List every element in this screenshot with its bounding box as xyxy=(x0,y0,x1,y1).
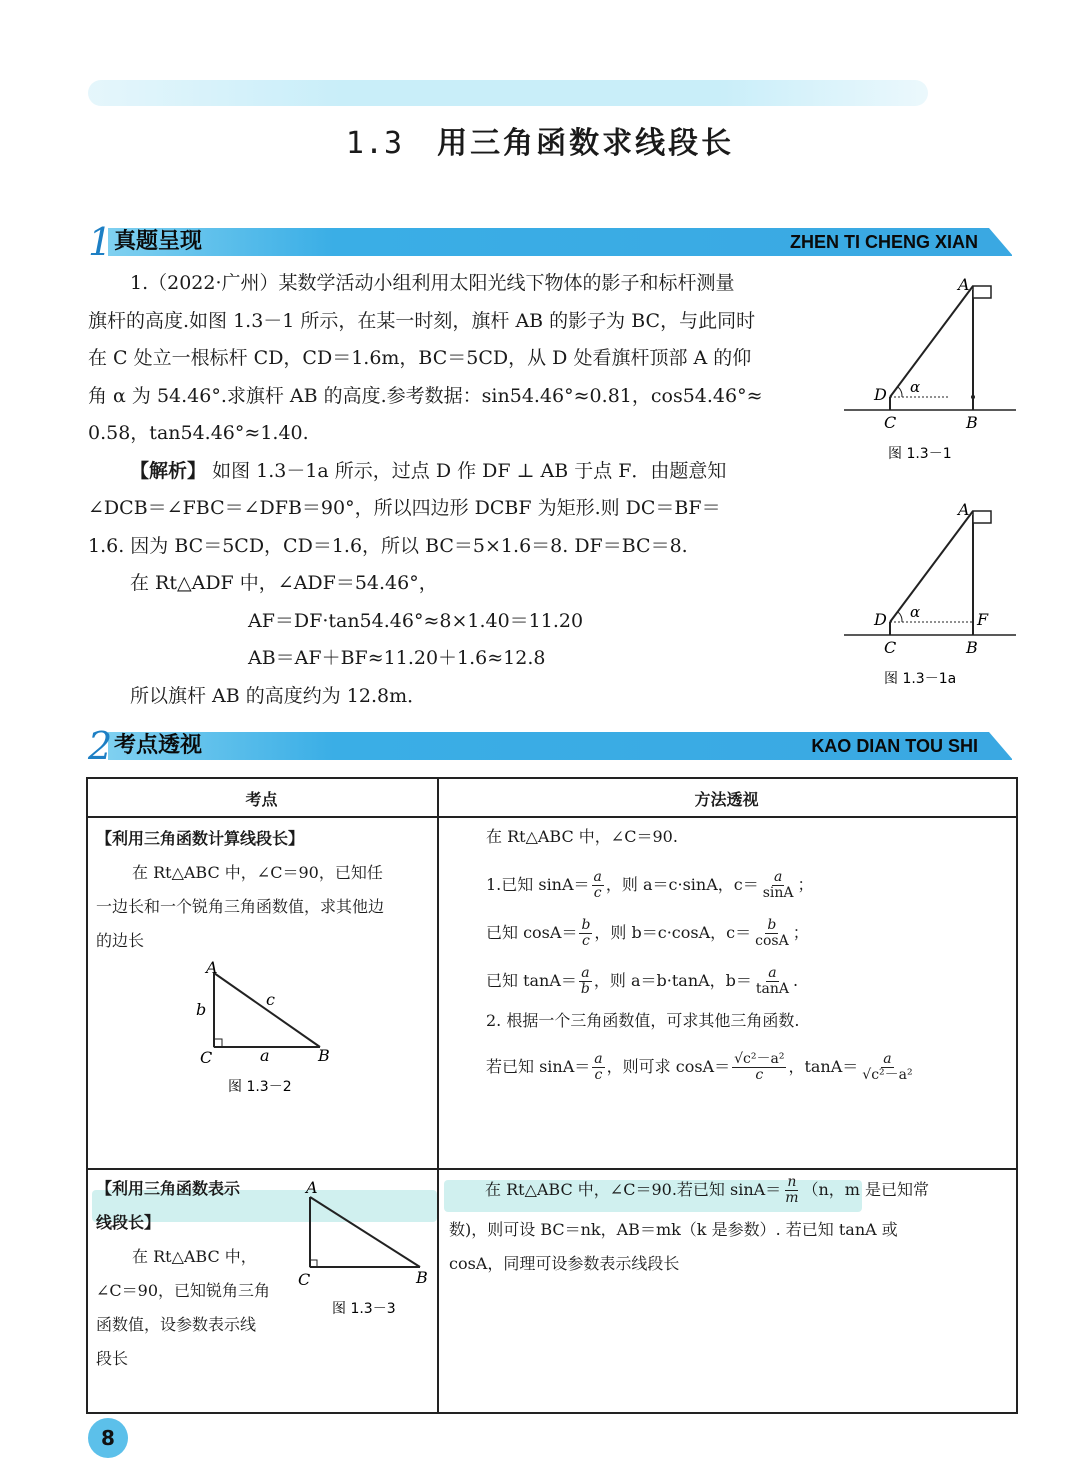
solution-line: ∠DCB＝∠FBC＝∠DFB＝90°，所以四边形 DCBF 为矩形.则 DC＝BF＝ xyxy=(88,497,721,519)
row2-desc-line: 段长 xyxy=(96,1349,129,1368)
fraction: $\frac{a}{\sin A}$ xyxy=(762,869,794,901)
table-divider xyxy=(437,777,439,1412)
solution-line: 在 Rt△ADF 中，∠ADF＝54.46°， xyxy=(130,572,438,594)
row2-method-line: 数)，则可设 BC＝nk，AB＝mk（k 是参数）. 若已知 tanA 或 xyxy=(449,1220,898,1239)
method-line-3: 已知 tanA＝ $\frac{a}{b}$ ，则 a＝b·tanA，b＝ $\frac{a}{\tan A}$ . xyxy=(486,965,799,997)
table-row-line xyxy=(86,1168,1016,1170)
row2-topic xyxy=(96,1172,296,1376)
section2-title-en: KAO DIAN TOU SHI xyxy=(811,736,978,756)
fig1a-label-D: D xyxy=(874,610,887,629)
problem-line: 角 α 为 54.46°.求旗杆 AB 的高度.参考数据：sin54.46°≈0.81，cos54.46°≈ xyxy=(88,384,763,407)
solution-text: 如图 1.3－1a 所示，过点 D 作 DF ⊥ AB 于点 F．由题意知 xyxy=(212,459,727,482)
fig1a-label-C: C xyxy=(884,638,897,657)
section2-heading xyxy=(88,724,1012,768)
figure-1-3-2 xyxy=(190,955,340,1100)
fig3-label-B: B xyxy=(416,1268,428,1287)
figure-1-3-3 xyxy=(296,1175,436,1325)
conclusion-line: 所以旗杆 AB 的高度约为 12.8m． xyxy=(130,684,427,707)
method-line-4: 2. 根据一个三角函数值，可求其他三角函数. xyxy=(486,1011,800,1030)
fig3-label-C: C xyxy=(298,1270,311,1289)
section1-title: 真题呈现 xyxy=(114,229,203,254)
row1-desc-line: 一边长和一个锐角三角函数值，求其他边 xyxy=(96,897,385,916)
table-header-method: 方法透视 xyxy=(694,790,759,809)
equation-line: AF＝DF·tan54.46°≈8×1.40＝11.20 xyxy=(248,609,584,632)
section2-number: 2 xyxy=(88,724,113,768)
section-title: 用三角函数求线段长 xyxy=(437,126,735,161)
fraction: $\frac{\text{√c²－a²}}{c}$ xyxy=(734,1051,785,1083)
fig1a-label-A: A xyxy=(958,500,970,519)
fraction: $\frac{n}{m}$ xyxy=(785,1174,799,1206)
problem-text xyxy=(88,265,838,715)
row2-method-line: cosA，同理可设参数表示线段长 xyxy=(449,1254,680,1273)
fig1-label-C: C xyxy=(884,413,897,432)
figure-1-3-1a xyxy=(840,495,1020,690)
problem-line: 1.（2022·广州）某数学活动小组利用太阳光线下物体的影子和标杆测量 xyxy=(130,272,735,294)
table-header-line xyxy=(86,816,1016,818)
section1-number: 1 xyxy=(88,220,113,264)
row2-title-cont: 线段长】 xyxy=(96,1213,161,1232)
figure-1-3-1 xyxy=(840,270,1020,465)
row2-title: 【利用三角函数表示 xyxy=(96,1179,241,1198)
row2-desc-line: ∠C＝90，已知锐角三角 xyxy=(96,1281,271,1300)
fig1-caption: 图 1.3－1 xyxy=(888,446,952,462)
problem-line: 0.58，tan54.46°≈1.40. xyxy=(88,422,309,444)
row1-title: 【利用三角函数计算线段长】 xyxy=(96,829,305,848)
row2-desc-line: 函数值，设参数表示线 xyxy=(96,1315,257,1334)
row2-method xyxy=(449,1173,1009,1281)
fig1a-label-alpha: α xyxy=(910,603,921,621)
solution-line xyxy=(88,453,838,491)
section1-heading xyxy=(88,220,1012,264)
fig2-label-b: b xyxy=(196,1000,207,1019)
method-intro: 在 Rt△ABC 中，∠C＝90. xyxy=(486,827,678,846)
fig2-label-c: c xyxy=(266,990,275,1009)
row2-method-line: 在 Rt△ABC 中，∠C＝90.若已知 sinA＝ $\frac{n}{m}$ （n，m 是已知常 xyxy=(485,1174,930,1206)
section1-title-en: ZHEN TI CHENG XIAN xyxy=(789,232,978,252)
row1-desc-line: 在 Rt△ABC 中，∠C＝90，已知任 xyxy=(132,863,383,882)
fraction: $\frac{a}{c}$ xyxy=(594,1051,603,1083)
fig2-label-a: a xyxy=(260,1046,270,1065)
method-line-2: 已知 cosA＝ $\frac{b}{c}$ ，则 b＝c·cosA，c＝ $\frac{b}{\cos A}$ ； xyxy=(486,917,809,949)
fraction: $\frac{a}{c}$ xyxy=(593,869,602,901)
fraction: $\frac{a}{\text{√c²－a²}}$ xyxy=(862,1051,913,1083)
table-header-topic: 考点 xyxy=(245,790,278,809)
fig1a-label-B: B xyxy=(966,638,978,657)
row1-method xyxy=(486,820,1011,1084)
fig2-label-B: B xyxy=(318,1046,330,1065)
row1-topic xyxy=(96,822,434,958)
fig1-label-B: B xyxy=(966,413,978,432)
row1-desc-line: 的边长 xyxy=(96,931,145,950)
fig1a-caption: 图 1.3－1a xyxy=(884,671,957,687)
fig1-label-alpha: α xyxy=(910,378,921,396)
fig3-caption: 图 1.3－3 xyxy=(332,1301,396,1317)
fraction: $\frac{a}{\tan A}$ xyxy=(755,965,790,997)
problem-line: 在 C 处立一根标杆 CD，CD＝1.6m，BC＝5CD，从 D 处看旗杆顶部 A 的仰 xyxy=(88,347,752,369)
page-title xyxy=(0,118,1080,162)
fig2-label-A: A xyxy=(206,958,218,977)
section2-title: 考点透视 xyxy=(114,733,203,758)
fig3-label-A: A xyxy=(306,1178,318,1197)
fraction: $\frac{a}{b}$ xyxy=(580,965,590,997)
fig1a-label-F: F xyxy=(977,610,989,629)
fig2-caption: 图 1.3－2 xyxy=(228,1079,292,1095)
header-band xyxy=(88,80,928,106)
equation-line: AB＝AF＋BF≈11.20＋1.6≈12.8 xyxy=(248,647,546,669)
fraction: $\frac{b}{\cos A}$ xyxy=(755,917,789,949)
solution-line: 1.6. 因为 BC＝5CD，CD＝1.6，所以 BC＝5×1.6＝8. DF＝BC＝8. xyxy=(88,534,688,557)
fig1-label-A: A xyxy=(958,275,970,294)
solution-label: 【解析】 xyxy=(130,459,207,482)
method-line-1: 1.已知 sinA＝ $\frac{a}{c}$ ，则 a＝c·sinA，c＝ $\frac{a}{\sin A}$ ； xyxy=(486,869,814,901)
fig1-label-D: D xyxy=(874,385,887,404)
fig2-label-C: C xyxy=(200,1048,213,1067)
method-line-5: 若已知 sinA＝ $\frac{a}{c}$ ，则可求 cosA＝ $\frac{\text{√c²－a²}}{c}$ ，tanA＝ $\frac{a}{\text{√c²－a²}}$ xyxy=(486,1051,913,1083)
page-number: 8 xyxy=(88,1418,128,1458)
fraction: $\frac{b}{c}$ xyxy=(581,917,591,949)
section-number: 1.3 xyxy=(345,126,404,161)
problem-line: 旗杆的高度.如图 1.3－1 所示，在某一时刻，旗杆 AB 的影子为 BC，与此同时 xyxy=(88,309,756,332)
row2-desc-line: 在 Rt△ABC 中， xyxy=(132,1247,257,1266)
